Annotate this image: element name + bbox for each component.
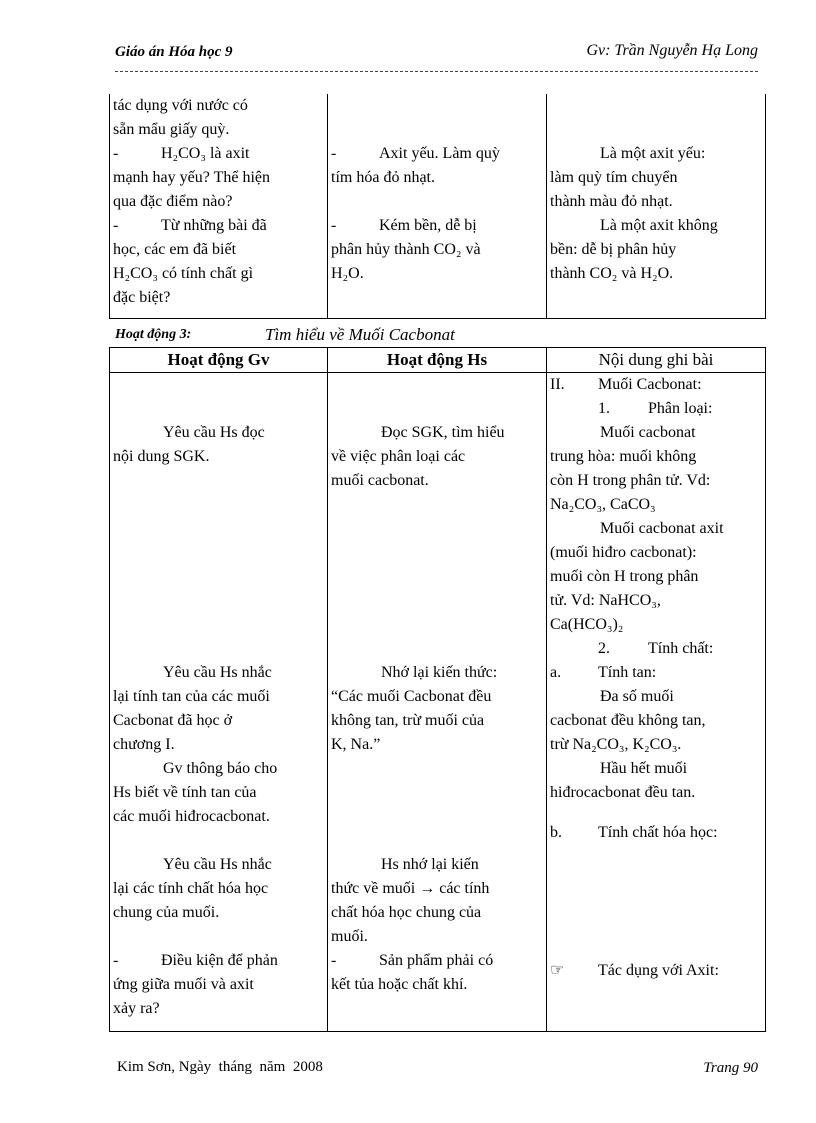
dash-mark: - [113, 145, 119, 162]
content-column-cell [547, 373, 766, 1032]
footer-place-date: Kim Sơn, Ngày tháng năm 2008 [117, 1059, 323, 1075]
text-line: Sản phẩm phải có [379, 952, 494, 969]
student-column-cell [328, 94, 547, 319]
text-line: thành CO₂ và H₂O. [550, 265, 674, 282]
pointing-hand-icon: ☞ [550, 962, 565, 979]
student-column-cell [328, 373, 547, 1032]
content-column-cell [547, 94, 766, 319]
text-line: còn H trong phân tử. Vd: [550, 472, 711, 489]
activity-table [109, 347, 766, 1032]
text-line: H₂CO₃ có tính chất gì [113, 265, 254, 282]
text-line: (muối hiđro cacbonat): [550, 544, 697, 561]
text-line: thành màu đỏ nhạt. [550, 193, 673, 210]
item-title: Tính chất hóa học: [598, 824, 718, 841]
text-line: Là một axit yếu: [600, 145, 706, 162]
text-line: phân hủy thành CO₂ và [331, 241, 481, 258]
text-line: “Các muối Cacbonat đều [331, 688, 492, 705]
activity-subtitle: Tìm hiểu về Muối Cacbonat [265, 325, 455, 344]
item-title: Tính chất: [648, 640, 714, 657]
text-line: lại tính tan của các muối [113, 688, 270, 705]
text-line: Là một axit không [600, 217, 718, 234]
text-line: Yêu cầu Hs đọc [163, 424, 265, 441]
header-right-author: Gv: Trần Nguyễn Hạ Long [586, 42, 758, 59]
header-divider [115, 71, 758, 72]
text-line: Ca(HCO₃)₂ [550, 616, 624, 633]
text-line: trừ Na₂CO₃, K₂CO₃. [550, 736, 682, 753]
item-title: Tác dụng với Axit: [598, 962, 719, 979]
item-number: 1. [598, 400, 610, 417]
teacher-column-cell [110, 373, 328, 1032]
table-row [110, 94, 766, 319]
text-line: làm quỳ tím chuyển [550, 169, 678, 186]
text-line: lại các tính chất hóa học [113, 880, 269, 897]
continued-table [109, 94, 766, 319]
text-line: Axit yếu. Làm quỳ [379, 145, 500, 162]
text-line: Đa số muối [600, 688, 674, 705]
text-line: Gv thông báo cho [163, 760, 278, 777]
text-line: muối cacbonat. [331, 472, 429, 489]
text-line: sẵn mẩu giấy quỳ. [113, 121, 230, 138]
header-left-title: Giáo án Hóa học 9 [115, 44, 233, 60]
teacher-column-cell [110, 94, 328, 319]
text-line: ứng giữa muối và axit [113, 976, 254, 993]
text-line: mạnh hay yếu? Thể hiện [113, 169, 270, 186]
table-header-row [110, 348, 766, 373]
header-student-activity: Hoạt động Hs [328, 348, 547, 373]
table-row [110, 373, 766, 1032]
text-line: tím hóa đỏ nhạt. [331, 169, 435, 186]
text-line: H₂O. [331, 265, 364, 282]
dash-mark: - [113, 952, 119, 969]
text-line: Yêu cầu Hs nhắc [163, 664, 272, 681]
text-line: Từ những bài đã [161, 217, 267, 234]
item-letter: b. [550, 824, 562, 841]
footer-page-number: Trang 90 [703, 1060, 758, 1076]
text-line: Hs biết về tính tan của [113, 784, 257, 801]
text-line: Cacbonat đã học ở [113, 712, 233, 729]
text-line: thức về muối → các tính [331, 880, 490, 897]
text-line: nội dung SGK. [113, 448, 210, 465]
text-line: các muối hiđrocacbonat. [113, 808, 270, 825]
text-line: Nhớ lại kiến thức: [381, 664, 498, 681]
dash-mark: - [331, 217, 337, 234]
text-line: đặc biệt? [113, 289, 171, 306]
dash-mark: - [331, 145, 337, 162]
text-line: muối. [331, 928, 368, 945]
item-title: Tính tan: [598, 664, 657, 681]
dash-mark: - [113, 217, 119, 234]
activity-title: Hoạt động 3: [115, 327, 192, 342]
section-number: II. [550, 376, 565, 393]
section-title: Muối Cacbonat: [598, 376, 702, 393]
text-line: Muối cacbonat [600, 424, 696, 441]
text-line: Hầu hết muối [600, 760, 688, 777]
text-line: về việc phân loại các [331, 448, 466, 465]
item-title: Phân loại: [648, 400, 713, 417]
text-line: H₂CO₃ là axit [161, 145, 250, 162]
item-number: 2. [598, 640, 610, 657]
text-line: Yêu cầu Hs nhắc [163, 856, 272, 873]
header-teacher-activity: Hoạt động Gv [110, 348, 328, 373]
text-line: chung của muối. [113, 904, 220, 921]
text-line: qua đặc điểm nào? [113, 193, 233, 210]
text-line: không tan, trừ muối của [331, 712, 485, 729]
text-line: học, các em đã biết [113, 241, 237, 258]
text-line: xảy ra? [113, 1000, 160, 1017]
text-line: Điều kiện để phản [161, 952, 278, 969]
text-line: K, Na.” [331, 736, 381, 753]
text-line: tử. Vd: NaHCO₃, [550, 592, 661, 609]
text-line: kết tủa hoặc chất khí. [331, 976, 468, 993]
text-line: Đọc SGK, tìm hiểu [381, 424, 505, 441]
text-line: Kém bền, dễ bị [379, 217, 477, 234]
item-letter: a. [550, 664, 562, 681]
text-line: chương I. [113, 736, 175, 753]
text-line: Na₂CO₃, CaCO₃ [550, 496, 656, 513]
text-line: hiđrocacbonat đều tan. [550, 784, 696, 801]
text-line: cacbonat đều không tan, [550, 712, 706, 729]
text-line: chất hóa học chung của [331, 904, 482, 921]
text-line: muối còn H trong phân [550, 568, 699, 585]
text-line: trung hòa: muối không [550, 448, 697, 465]
dash-mark: - [331, 952, 337, 969]
text-line: tác dụng với nước có [113, 97, 248, 114]
text-line: Hs nhớ lại kiến [381, 856, 479, 873]
header-lesson-content: Nội dung ghi bài [547, 348, 766, 373]
text-line: Muối cacbonat axit [600, 520, 724, 537]
text-line: bền: dễ bị phân hủy [550, 241, 677, 258]
